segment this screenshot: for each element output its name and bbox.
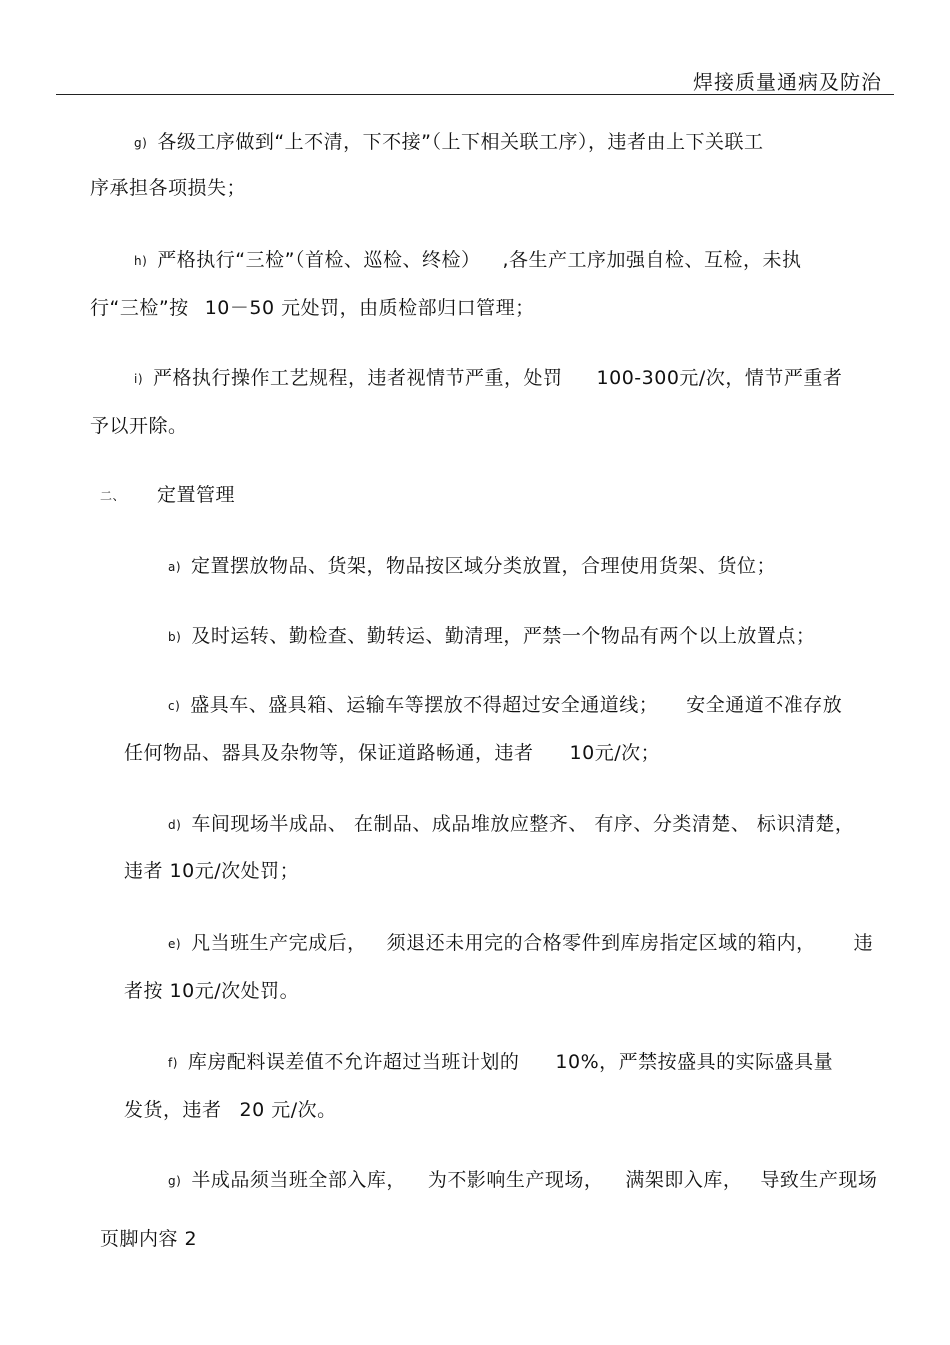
item-a-line1 — [168, 554, 776, 580]
item-text: 车间现场半成品、 在制品、成品堆放应整齐、 有序、分类清楚、 标识清楚， — [191, 813, 855, 835]
item-marker: e) — [168, 937, 182, 951]
item-text: 100-300元/次，情节严重者 — [596, 367, 843, 389]
item-d-line1 — [168, 812, 854, 838]
item-text: 违 — [853, 932, 874, 954]
item-text: 20 元/次。 — [239, 1099, 337, 1121]
item-text: 者按 10元/次处罚。 — [124, 980, 300, 1002]
item-f-line2 — [124, 1098, 337, 1122]
item-text: 为不影响生产现场， — [427, 1169, 604, 1191]
item-text: ,各生产工序加强自检、互检，未执 — [502, 249, 802, 271]
item-text: 10－50 元处罚，由质检部归口管理； — [204, 297, 535, 319]
header-title: 焊接质量通病及防治 — [693, 70, 882, 94]
item-text: 须退还未用完的合格零件到库房指定区域的箱内， — [386, 932, 816, 954]
item-marker: i) — [134, 372, 144, 386]
item-text: 序承担各项损失； — [90, 177, 247, 199]
item-g-line1 — [134, 130, 764, 156]
item-marker: d) — [168, 818, 182, 832]
item-text: 满架即入库， — [625, 1169, 743, 1191]
item-marker: a) — [168, 560, 182, 574]
item-i-line1 — [134, 366, 842, 392]
item-text: 发货，违者 — [124, 1099, 222, 1121]
item-text: 安全通道不准存放 — [686, 694, 843, 716]
item-text: 严格执行操作工艺规程，违者视情节严重，处罚 — [153, 367, 563, 389]
item-text: 予以开除。 — [90, 415, 188, 437]
item-f-line1 — [168, 1050, 833, 1076]
item-b-line1 — [168, 624, 815, 650]
item-c-line1 — [168, 693, 842, 719]
item-g-line2 — [90, 176, 246, 200]
item-marker: g) — [168, 1174, 182, 1188]
item-text: 严格执行“三检”（首检、巡检、终检） — [157, 249, 481, 271]
item-i-line2 — [90, 414, 188, 438]
item-text: 库房配料误差值不允许超过当班计划的 — [187, 1051, 520, 1073]
item-marker: h) — [134, 254, 148, 268]
item-text: 各级工序做到“上不清，下不接”（上下相关联工序），违者由上下关联工 — [157, 131, 764, 153]
section-heading — [100, 483, 235, 509]
item-text: 任何物品、器具及杂物等，保证道路畅通，违者 — [124, 742, 534, 764]
item-text: 行“三检”按 — [90, 297, 189, 319]
item-marker: g) — [134, 136, 148, 150]
item-d-line2 — [124, 859, 299, 883]
page-footer: 页脚内容 2 — [100, 1228, 198, 1250]
item-h-line1 — [134, 248, 802, 274]
item-text: 导致生产现场 — [760, 1169, 878, 1191]
item-text: 10%，严禁按盛具的实际盛具量 — [555, 1051, 834, 1073]
item-e-line1 — [168, 931, 873, 957]
item-marker: f) — [168, 1056, 178, 1070]
item-text: 盛具车、盛具箱、运输车等摆放不得超过安全通道线； — [190, 694, 659, 716]
item-text: 及时运转、勤检查、勤转运、勤清理，严禁一个物品有两个以上放置点； — [191, 625, 816, 647]
header-rule — [56, 94, 894, 95]
item-marker: c) — [168, 699, 181, 713]
item-e-line2 — [124, 979, 299, 1003]
item-g2-line1 — [168, 1168, 877, 1194]
item-text: 定置摆放物品、货架，物品按区域分类放置，合理使用货架、货位； — [191, 555, 777, 577]
item-text: 违者 10元/次处罚； — [124, 860, 300, 882]
item-text: 10元/次； — [569, 742, 661, 764]
section-title: 定置管理 — [157, 484, 236, 506]
item-text: 半成品须当班全部入库， — [191, 1169, 406, 1191]
section-marker: 二、 — [100, 489, 126, 503]
item-c-line2 — [124, 741, 660, 765]
item-h-line2 — [90, 296, 535, 320]
item-marker: b) — [168, 630, 182, 644]
item-text: 凡当班生产完成后， — [191, 932, 367, 954]
